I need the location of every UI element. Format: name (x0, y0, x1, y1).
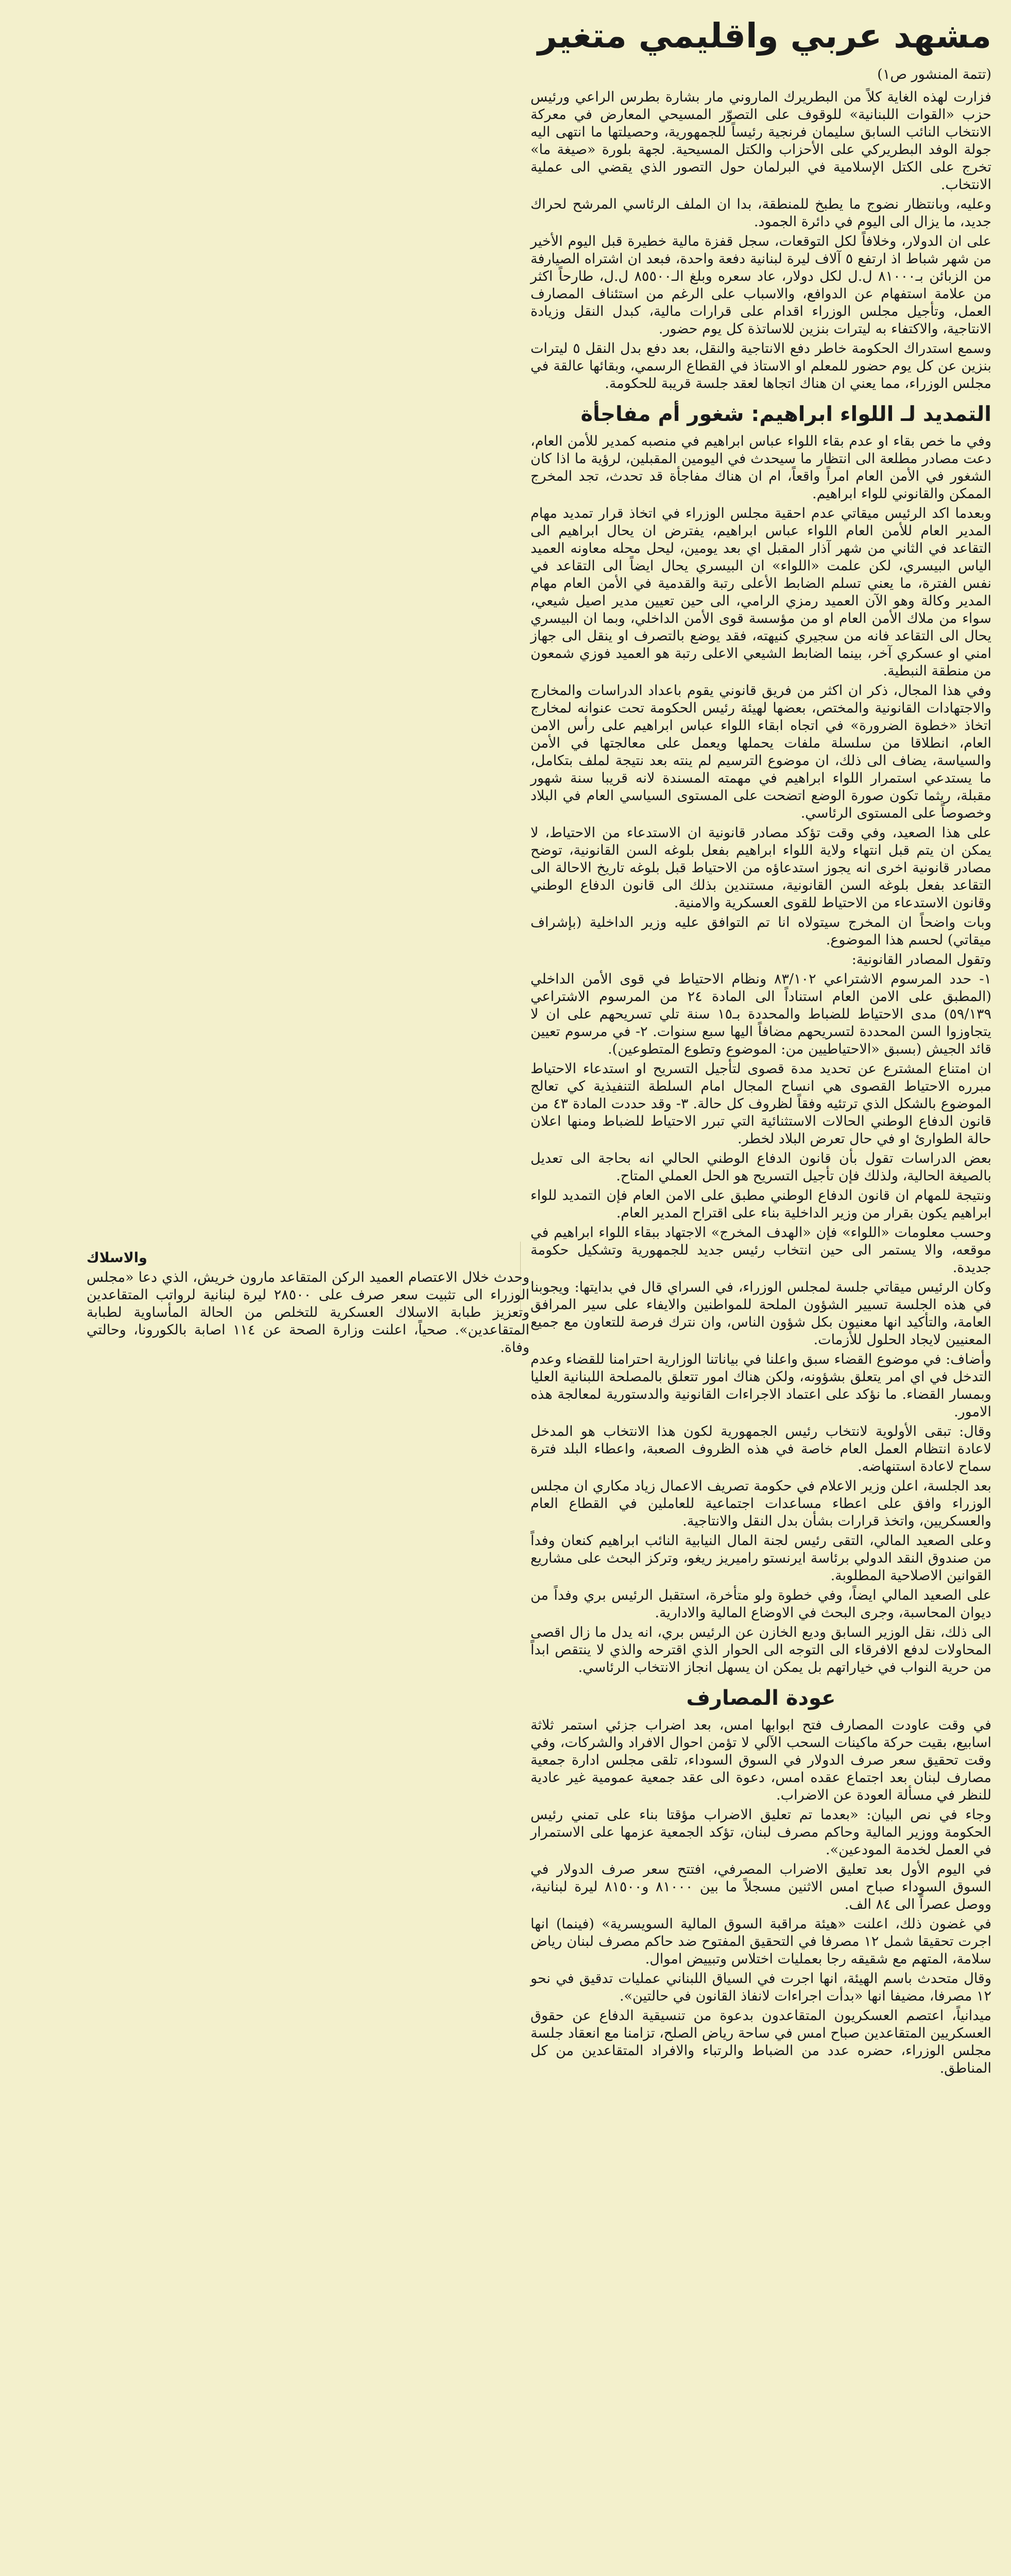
section1-block (530, 433, 991, 1676)
paragraph: وعلى الصعيد المالي، التقى رئيس لجنة المال النيابية النائب ابراهيم كنعان وفداً من صندوق النقد الدولي برئاسة ايرنستو راميريز ريغو، وتركز البحث على مشاريع القوانين الاصلاحية المطلوبة. (530, 1533, 991, 1584)
paragraph: بعد الجلسة، اعلن وزير الاعلام في حكومة تصريف الاعمال زياد مكاري ان مجلس الوزراء وافق على اعطاء مساعدات اجتماعية للعاملين في القطاع العام والعسكريين، واتخذ قرارات بشأن بدل النقل والانتاجية. (530, 1478, 991, 1529)
paragraph: على ان الدولار، وخلافاً لكل التوقعات، سجل قفزة مالية خطيرة قبل اليوم الأخير من شهر شباط اذ ارتفع ٥ آلاف ليرة لبنانية دفعة واحدة، فبعد ان اشتراه الصيارفة من الزبائن بـ٨١٠٠٠ ل.ل لكل دولار، عاد سعره وبلغ الـ٨٥٥٠٠ ل.ل، طارحاً اكثر من علامة استفهام عن الدوافع، والاسباب على الرغم من استئناف المصارف العمل، وتأجيل مجلس الوزراء اقدام على قرارات مالية، كبدل النقل وزيادة الانتاجية، والاكتفاء به ليترات بنزين للاساتذة كل يوم حضور. (530, 233, 992, 337)
paragraph: بعض الدراسات تقول بأن قانون الدفاع الوطني الحالي انه بحاجة الى تعديل بالصيغة الحالية، ولذلك فإن تأجيل التسريح هو الحل العملي المتاح. (530, 1150, 991, 1184)
paragraph: وأضاف: في موضوع القضاء سبق واعلنا في بياناتنا الوزارية احترامنا للقضاء وعدم التدخل في اي امر يتعلق بشؤونه، ولكن هناك امور تتعلق بالمصلحة اللبنانية العليا وبمسار القضاء. ما نؤكد على اعتماد الاجراءات القانونية والدستورية لمعالجة هذه الامور. (530, 1351, 991, 1420)
paragraph: على هذا الصعيد، وفي وقت تؤكد مصادر قانونية ان الاستدعاء من الاحتياط، لا يمكن ان يتم قبل انتهاء ولاية اللواء ابراهيم بفعل بلوغه السن القانونية، توضح مصادر قانونية اخرى انه يجوز استدعاؤه من الاحتياط قبل بلوغه تاريخ الاحالة الى التقاعد بفعل بلوغه السن القانونية، مستندين بذلك الى قانون الدفاع الوطني وقانون الاستدعاء من الاحتياط للقوى العسكرية والامنية. (530, 825, 991, 911)
main-article (530, 15, 991, 2079)
side-article-heading: والاسلاك (87, 1250, 147, 1266)
paragraph: وعليه، وبانتظار نضوج ما يطبخ للمنطقة، بدا ان الملف الرئاسي المرشح لحراك جديد، ما يزال الى اليوم في دائرة الجمود. (530, 196, 991, 230)
paragraph: ان امتناع المشترع عن تحديد مدة قصوى لتأجيل التسريح او استدعاء الاحتياط مبرره الاحتياط القصوى هي انساح المجال امام السلطة التنفيذية كي تعالج الموضوع بالشكل الذي ترتئيه وفقاً لظروف كل حالة. ٣- وقد حددت المادة ٤٣ من قانون الدفاع الوطني الحالات الاستثنائية التي تبرر الاحتياط للضباط ومنها اعلان حالة الطوارئ او في حال تعرض البلاد لخطر. (530, 1061, 991, 1147)
continued-note: (تتمة المنشور ص١) (877, 66, 991, 82)
paragraph: وسمع استدراك الحكومة خاطر دفع الانتاجية والنقل، بعد دفع بدل النقل ٥ ليترات بنزين عن كل يوم حضور للمعلم او الاستاذ في القطاع الرسمي، وبقائها عالقة في مجلس الوزراء، مما يعني ان هناك اتجاها لعقد جلسة قريبة للحكومة. (530, 341, 992, 392)
paragraph: وتقول المصادر القانونية: (851, 952, 991, 968)
side-article (87, 1249, 529, 1357)
paragraph: ١- حدد المرسوم الاشتراعي ٨٣/١٠٢ ونظام الاحتياط في قوى الأمن الداخلي (المطبق على الامن العام استناداً الى المادة ٢٤ من المرسوم الاشتراعي ٥٩/١٣٩) مدى الاحتياط للضباط والمحددة بـ١٥ سنة تلي تسريحهم على ان لا يتجاوزوا السن المحددة لتسريحهم مضافاً اليها سبع سنوات. ٢- في مرسوم تعيين قائد الجيش (بسبق «الاحتياطيين من: الموضوع وتطوع المتطوعين). (530, 971, 992, 1057)
paragraph: وقال: تبقى الأولوية لانتخاب رئيس الجمهورية لكون هذا الانتخاب هو المدخل لاعادة انتظام العمل العام خاصة في هذه الظروف الصعبة، واعطاء البلد فترة سماح لاعادة استنهاضه. (530, 1423, 991, 1475)
paragraph: على الصعيد المالي ايضاً، وفي خطوة ولو متأخرة، استقبل الرئيس بري وفداً من ديوان المحاسبة، وجرى البحث في الاوضاع المالية والادارية. (530, 1587, 991, 1621)
paragraph: الى ذلك، نقل الوزير السابق وديع الخازن عن الرئيس بري، انه يدل ما زال اقصى المحاولات لدفع الافرقاء الى التوجه الى الحوار الذي اقترحه والذي لا ينتقص ابداً من حرية النواب في خياراتهم بل يمكن ان يسهل انجاز الانتخاب الرئاسي. (530, 1624, 991, 1675)
section2-block (530, 1717, 991, 2077)
paragraph: ميدانياً، اعتصم العسكريون المتقاعدون بدعوة من تنسيقية الدفاع عن حقوق العسكريين المتقاعدين صباح امس في ساحة رياض الصلح، تزامنا مع انعقاد جلسة مجلس الوزراء، حضره عدد من الضباط والرتباء والافراد المتقاعدين من كل المناطق. (530, 2008, 991, 2076)
article-headline: مشهد عربي واقليمي متغير (537, 16, 991, 56)
paragraph: وقال متحدث باسم الهيئة، انها اجرت في السياق اللبناني عمليات تدقيق في نحو ١٢ مصرفا، مضيفا انها «بدأت اجراءات لانفاذ القانون في حالتين». (530, 1971, 991, 2004)
paragraph: في غضون ذلك، اعلنت «هيئة مراقبة السوق المالية السويسرية» (فينما) انها اجرت تحقيقا شمل ١٢ مصرفا في التحقيق المفتوح ضد حاكم مصرف لبنان رياض سلامة، المتهم مع شقيقه رجا بعمليات اختلاس وتبييض اموال. (530, 1916, 991, 1967)
paragraph: وفي هذا المجال، ذكر ان اكثر من فريق قانوني يقوم باعداد الدراسات والمخارج والاجتهادات القانونية والمختص، بعضها لهيئة رئيس الحكومة تحت عنوانه لمخارج اتخاذ «خطوة الضرورة» في اتجاه ابقاء اللواء عباس ابراهيم على رأس الامن العام، انطلاقا من سلسلة ملفات يحملها ويعمل على معالجتها في الأمن والسياسة، يضاف الى ذلك، ان موضوع الترسيم لم ينته بعد نتيجة لملف بتكامل، ما يستدعي استمرار اللواء ابراهيم في مهمته المسندة لانه قريبا سنة شهور مقبلة، ريثما تكون صورة الوضع اتضحت على المستوى السياسي العام في البلاد وخصوصاً على المستوى الرئاسي. (530, 683, 991, 821)
side-article-text: وحدث خلال الاعتصام العميد الركن المتقاعد مارون خريش، الذي دعا «مجلس الوزراء الى تثبيت سعر صرف على ٢٨٥٠٠ ليرة لبنانية لرواتب المتقاعدين وتعزيز طبابة الاسلاك العسكرية للتخلص من الحالة المأساوية لطبابة المتقاعدين». صحياً، اعلنت وزارة الصحة عن ١١٤ اصابة بالكورونا، وحالتي وفاة. (87, 1269, 529, 1355)
paragraph: وكان الرئيس ميقاتي جلسة لمجلس الوزراء، في السراي قال في بدايتها: ويجوبنا في هذه الجلسة تسيير الشؤون الملحة للمواطنين والايفاء على سير المرافق العامة، والتأكيد انها معنيون بكل شؤون الناس، وان نترك فرصة للتعاون مع جميع المعنيين لايجاد الحلول للأزمات. (530, 1279, 991, 1348)
paragraph: وبات واضحاً ان المخرج سيتولاه انا تم التوافق عليه وزير الداخلية (بإشراف ميقاتي) لحسم هذا الموضوع. (530, 914, 991, 948)
paragraph: في وقت عاودت المصارف فتح ابوابها امس، بعد اضراب جزئي استمر ثلاثة اسابيع، بقيت حركة ماكينات السحب الآلي لا تؤمن احوال الافراد والشركات، وفي وقت تحقيق سعر صرف الدولار في السوق السوداء، تلقى مجلس ادارة جمعية مصارف لبنان بعد اجتماع عقده امس، دعوة الى عقد جمعية عمومية غير عادية للنظر في مسألة العودة عن الاضراب. (530, 1717, 991, 1803)
paragraph: ونتيجة للمهام ان قانون الدفاع الوطني مطبق على الامن العام فإن التمديد للواء ابراهيم يكون بقرار من وزير الداخلية بناء على اقتراح المدير العام. (530, 1188, 991, 1221)
paragraph: فزارت لهذه الغاية كلاً من البطريرك الماروني مار بشارة بطرس الراعي ورئيس حزب «القوات اللبنانية» للوقوف على التصوّر المسيحي المعارض في معركة الانتخاب النائب السابق سليمان فرنجية رئيساً للجمهورية، وحصيلتها ما انتهى اليه جولة الوفد البطريركي على الأحزاب والكتل المسيحية. لجهة بلورة «صيغة ما» تخرج على الكتل الإسلامية في البرلمان حول التصور الذي يقضي الى عملية الانتخاب. (530, 89, 991, 193)
paragraph: وحسب معلومات «اللواء» فإن «الهدف المخرج» الاجتهاد ببقاء اللواء ابراهيم في موقعه، والا يستمر الى حين انتخاب رئيس جديد للجمهورية وتشكيل حكومة جديدة. (530, 1225, 991, 1276)
section-heading-extension: التمديد لـ اللواء ابراهيم: شغور أم مفاجأة (580, 402, 991, 426)
paragraph: وجاء في نص البيان: «بعدما تم تعليق الاضراب مؤقتا بناء على تمني رئيس الحكومة ووزير المالية وحاكم مصرف لبنان، تؤكد الجمعية عزمها على الاستمرار في العمل لخدمة المودعين». (530, 1807, 991, 1858)
paragraph: وبعدما اكد الرئيس ميقاتي عدم احقية مجلس الوزراء في اتخاذ قرار تمديد مهام المدير العام للأمن العام اللواء عباس ابراهيم، يفترض ان يحال ابراهيم الى التقاعد في الثاني من شهر آذار المقبل اي بعد يومين، ليحل محله معاونه العميد الياس البيسري، لكن علمت «اللواء» ان البيسري يحال ايضاً الى التقاعد في نفس الفترة، ما يعني تسلم الضابط الأعلى رتبة والقدمية في الأمن العام مهام المدير وكالة وهو الآن العميد رمزي الرامي، الى حين تعيين مدير اصيل شيعي، سواء من ملاك الأمن العام او من مؤسسة قوى الأمن الداخلي، وبما ان البيسري يحال الى التقاعد فانه من سجيري كنيهته، فقد يوضع بالتصرف او ينقل الى جهاز امني او عسكري آخر، بينما الضابط الشيعي الاعلى رتبة هو العميد فوزي شمعون من منطقة النبطية. (530, 505, 991, 679)
section-heading-banks: عودة المصارف (686, 1686, 836, 1710)
paragraph: وفي ما خص بقاء او عدم بقاء اللواء عباس ابراهيم في منصبه كمدير للأمن العام، دعت مصادر مطلعة الى انتظار ما سيحدث في اليومين المقبلين، لرؤية ما اذا كان الشغور في الأمن العام امراً واقعاً، ام ان هناك مفاجأة قد تحدث، تجد المخرج الممكن والقانوني للواء ابراهيم. (530, 433, 991, 502)
intro-block (530, 89, 991, 393)
paragraph: في اليوم الأول بعد تعليق الاضراب المصرفي، افتتح سعر صرف الدولار في السوق السوداء صباح امس الاثنين مسجلاً ما بين ٨١٠٠٠ و٨١٥٠٠ ليرة لبنانية، ووصل عصراً الى ٨٤ الف. (530, 1861, 991, 1912)
